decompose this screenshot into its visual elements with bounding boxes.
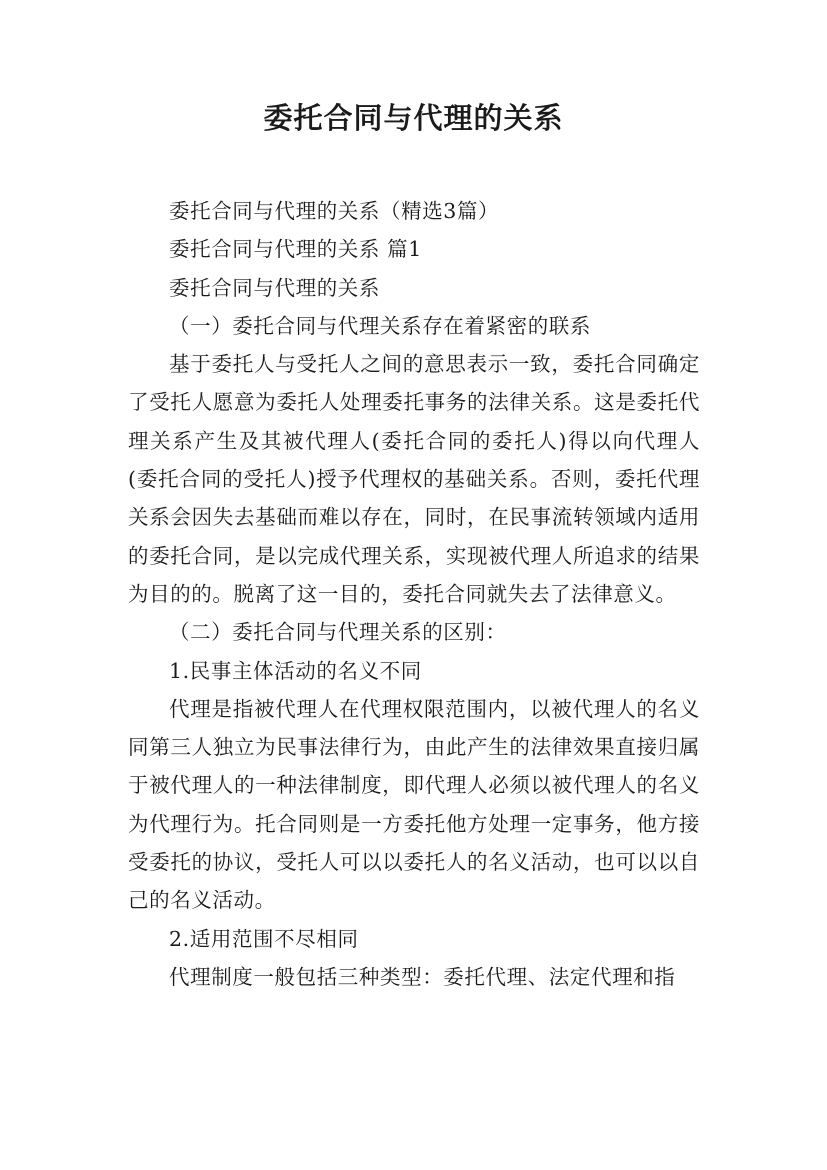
paragraph-body: 代理是指被代理人在代理权限范围内，以被代理人的名义同第三人独立为民事法律行为，由此产生的法律效果直接归属于被代理人的一种法律制度，即代理人必须以被代理人的名义为代理行为。托合同则是一方委托他方处理一定事务，他方接受委托的协议，受托人可以以委托人的名义活动，也可以以自己的名义活动。 [128,696,700,913]
document-title: 委托合同与代理的关系 [263,101,564,135]
paragraph-heading-1: （一）委托合同与代理关系存在着紧密的联系 [169,313,591,338]
paragraph-subheading-1: 1.民事主体活动的名义不同 [169,658,422,683]
paragraph-section-title: 委托合同与代理的关系 [169,275,380,300]
paragraph-body: 基于委托人与受托人之间的意思表示一致，委托合同确定了受托人愿意为委托人处理委托事务的法律关系。这是委托代理关系产生及其被代理人(委托合同的委托人)得以向代理人(委托合同的受托人)授予代理权的基础关系。否则，委托代理关系会因失去基础而难以存在，同时，在民事流转领域内适用的委托合同，是以完成代理关系，实现被代理人所追求的结果为目的的。脱离了这一目的，委托合同就失去了法律意义。 [128,352,700,606]
document-body [128,192,700,996]
paragraph-heading-2: （二）委托合同与代理关系的区别： [169,620,507,645]
paragraph-subtitle: 委托合同与代理的关系（精选3篇） [169,199,500,223]
paragraph-body: 代理制度一般包括三种类型：委托代理、法定代理和指 [169,964,676,989]
paragraph-part-heading: 委托合同与代理的关系 篇1 [169,237,422,262]
paragraph-subheading-2: 2.适用范围不尽相同 [169,926,359,951]
